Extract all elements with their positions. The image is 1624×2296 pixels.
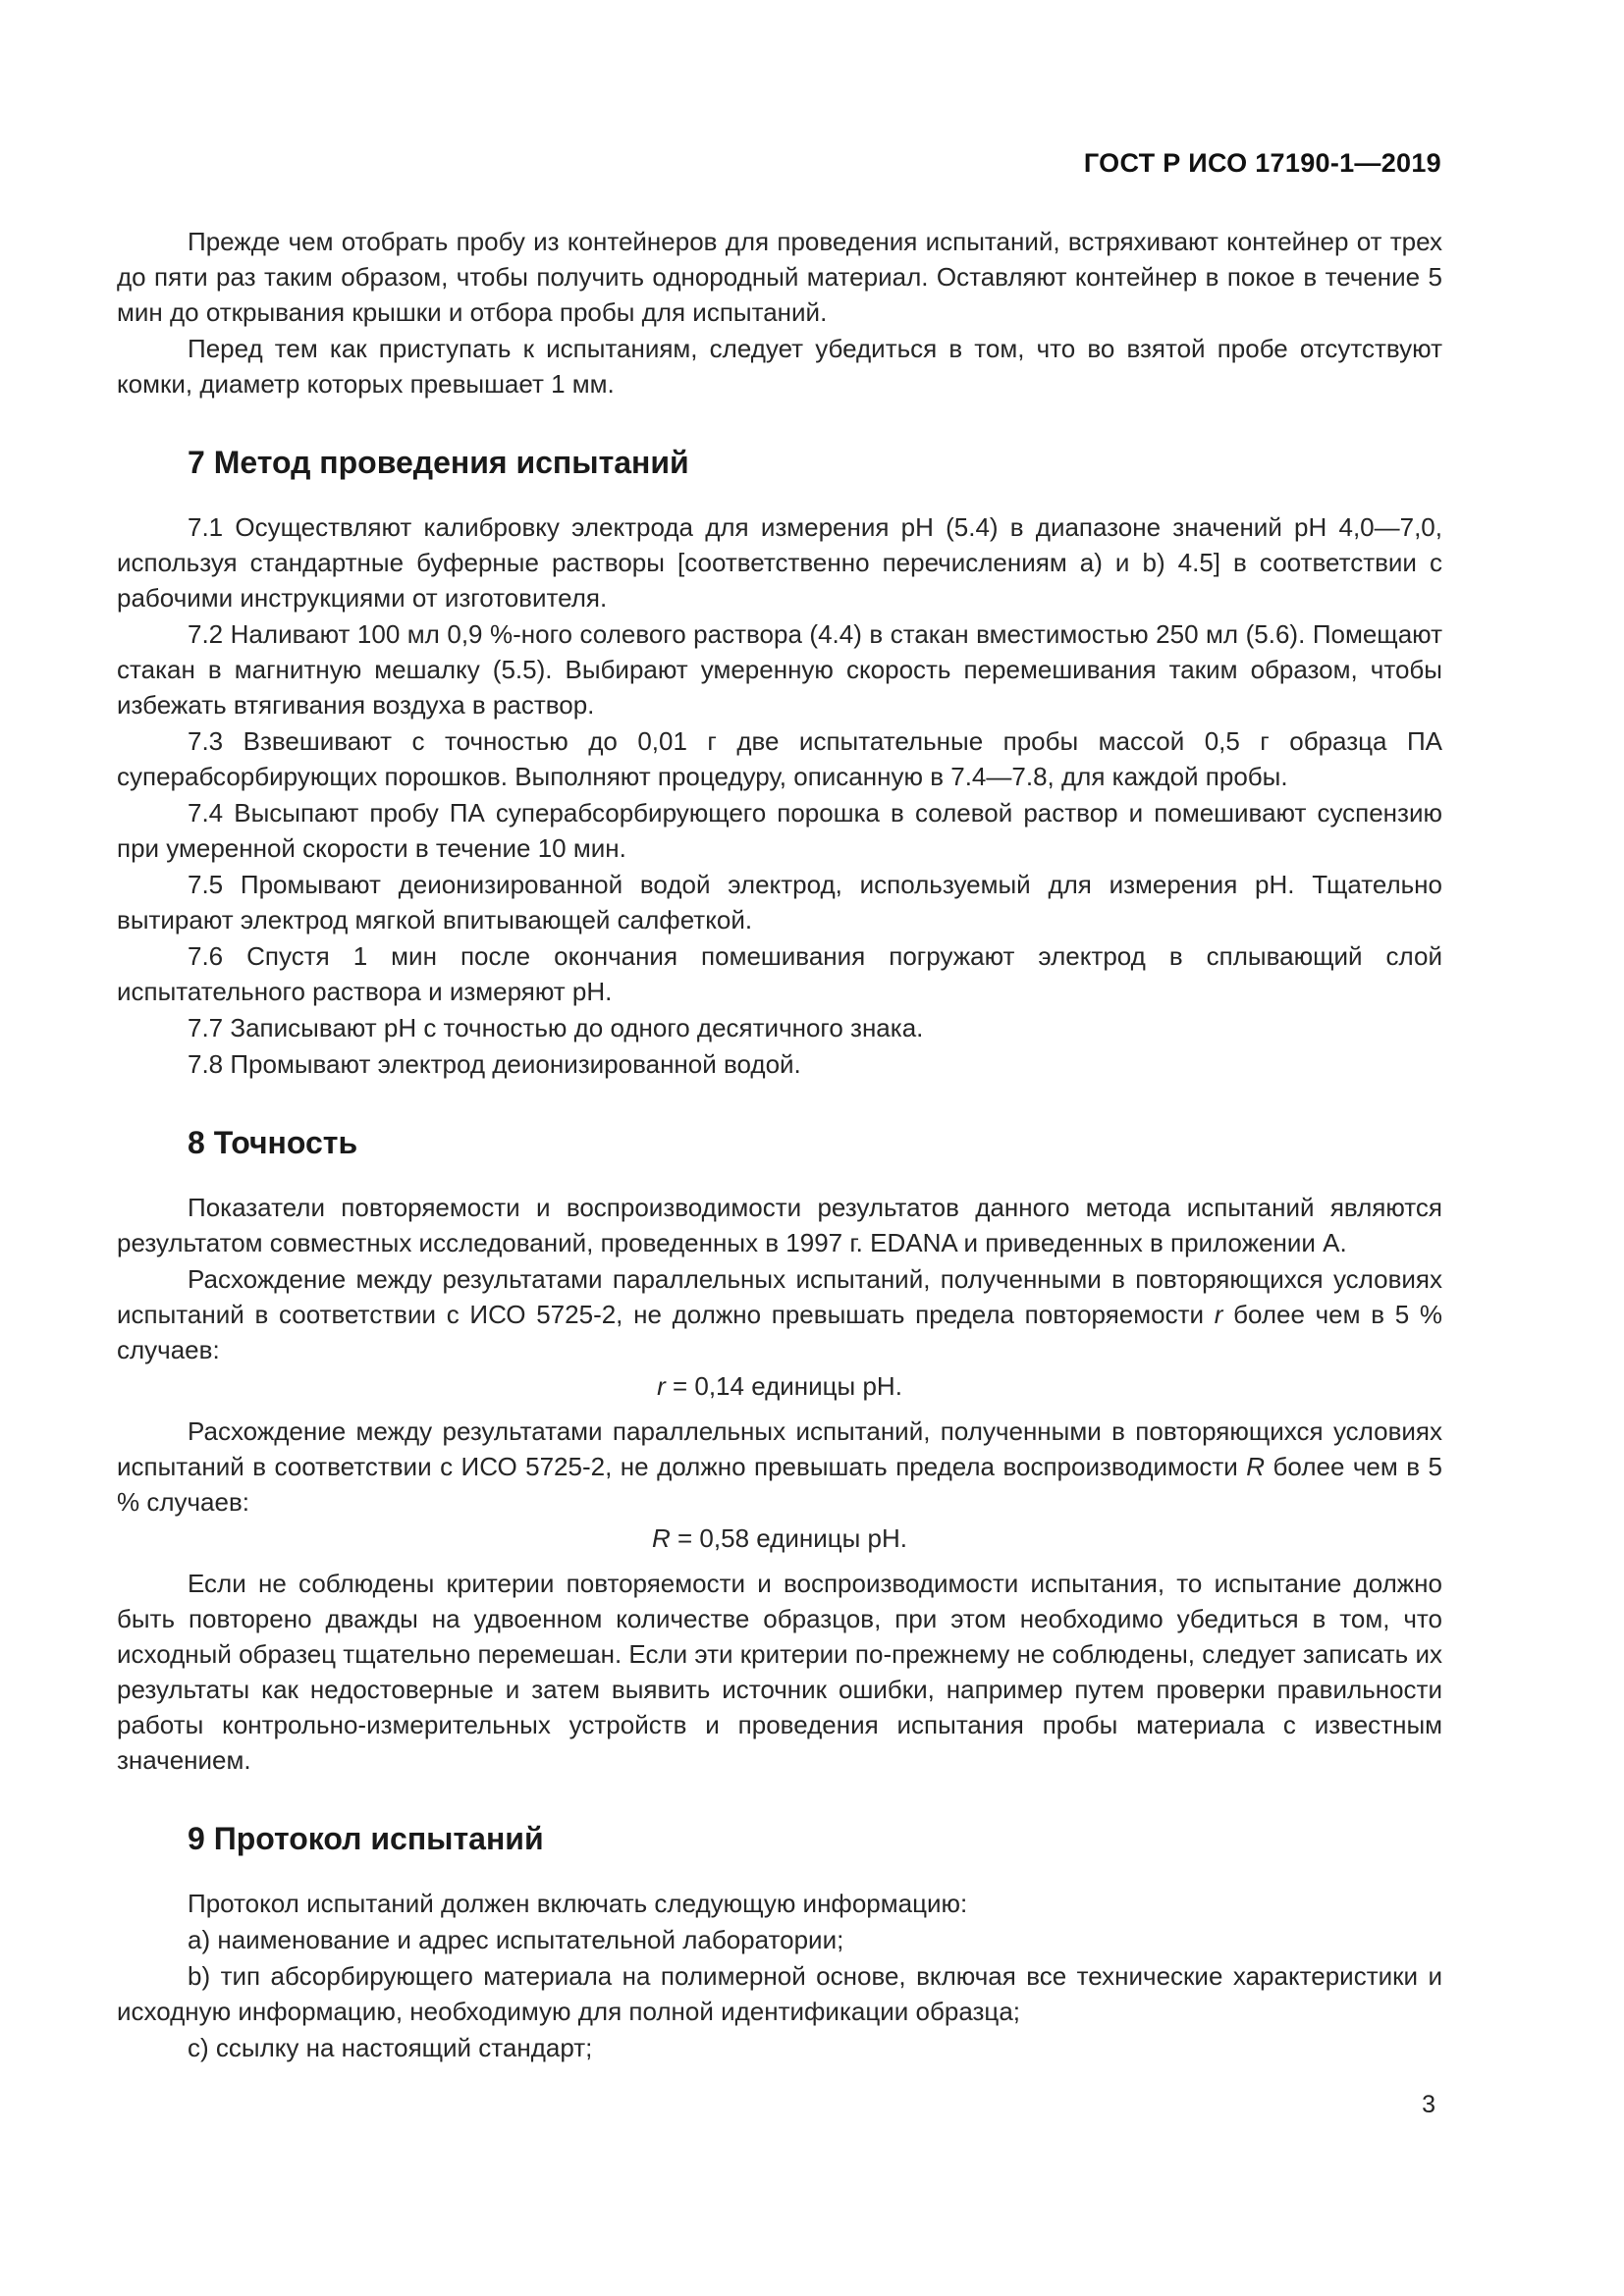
clause-7-4: 7.4 Высыпают пробу ПА суперабсорбирующего порошка в солевой раствор и помешивают суспензию при умеренной скорости в течение 10 мин. (117, 798, 1442, 863)
repeatability-formula-symbol: r (657, 1371, 666, 1401)
clause-7-2: 7.2 Наливают 100 мл 0,9 %-ного солевого раствора (4.4) в стакан вместимостью 250 мл (5.6). Помещают стакан в магнитную мешалку (5.5). Выбирают умеренную скорость перемешивания таким образом, чтобы избежать втягивания воздуха в раствор. (117, 619, 1442, 720)
reproducibility-formula-value: = 0,58 единицы pH. (670, 1523, 907, 1553)
section-7-heading: 7 Метод проведения испытаний (188, 445, 689, 480)
report-item-b: b) тип абсорбирующего материала на полимерной основе, включая все технические характеристики и исходную информацию, необходимую для полной идентификации образца; (117, 1961, 1442, 2026)
reproducibility-symbol: R (1246, 1452, 1266, 1481)
repeatability-formula (117, 1368, 1442, 1404)
precision-paragraph-2-end: более чем в 5 % случаев: (117, 1300, 1442, 1364)
precision-paragraph-2-text: Расхождение между результатами параллельных испытаний, полученными в повторяющихся условиях испытаний в соответствии с ИСО 5725-2, не должно превышать предела повторяемости (117, 1264, 1442, 1329)
clause-7-8: 7.8 Промывают электрод деионизированной водой. (188, 1049, 801, 1079)
precision-paragraph-3-text: Расхождение между результатами параллельных испытаний, полученными в повторяющихся условиях испытаний в соответствии с ИСО 5725-2, не должно превышать предела воспроизводимости (117, 1416, 1442, 1481)
precision-paragraph-3-end: более чем в 5 % случаев: (117, 1452, 1442, 1517)
reproducibility-formula-symbol: R (652, 1523, 671, 1553)
precision-paragraph-1: Показатели повторяемости и воспроизводимости результатов данного метода испытаний являются результатом совместных исследований, проведенных в 1997 г. EDANA и приведенных в приложении А. (117, 1193, 1442, 1257)
precision-paragraph-2 (117, 1261, 1442, 1367)
report-intro: Протокол испытаний должен включать следующую информацию: (188, 1889, 968, 1918)
precision-paragraph-3 (117, 1414, 1442, 1520)
clause-7-3: 7.3 Взвешивают с точностью до 0,01 г две испытательные пробы массой 0,5 г образца ПА суперабсорбирующих порошков. Выполняют процедуру, описанную в 7.4—7.8, для каждой пробы. (117, 726, 1442, 791)
reproducibility-formula (117, 1521, 1442, 1556)
clause-7-5: 7.5 Промывают деионизированной водой электрод, используемый для измерения pH. Тщательно вытирают электрод мягкой впитывающей салфеткой. (117, 870, 1442, 934)
clause-7-7: 7.7 Записывают pH с точностью до одного десятичного знака. (188, 1013, 924, 1042)
repeatability-formula-value: = 0,14 единицы pH. (665, 1371, 902, 1401)
report-item-a: а) наименование и адрес испытательной лаборатории; (188, 1925, 844, 1954)
section-8-heading: 8 Точность (188, 1125, 358, 1160)
document-body (117, 224, 1442, 2065)
clause-7-6: 7.6 Спустя 1 мин после окончания помешивания погружают электрод в сплывающий слой испытательного раствора и измеряют pH. (117, 941, 1442, 1006)
intro-paragraph-2: Перед тем как приступать к испытаниям, следует убедиться в том, что во взятой пробе отсутствуют комки, диаметр которых превышает 1 мм. (117, 334, 1442, 399)
precision-paragraph-4: Если не соблюдены критерии повторяемости и воспроизводимости испытания, то испытание должно быть повторено дважды на удвоенном количестве образцов, при этом необходимо убедиться в том, что исходный образец тщательно перемешан. Если эти критерии по-прежнему не соблюдены, следует записать их результаты как недостоверные и затем выявить источник ошибки, например путем проверки правильности работы контрольно-измерительных устройств и проведения испытания пробы материала с известным значением. (117, 1569, 1442, 1775)
standard-code-header: ГОСТ Р ИСО 17190-1—2019 (1083, 148, 1441, 178)
section-9-heading: 9 Протокол испытаний (188, 1821, 544, 1856)
intro-paragraph-1: Прежде чем отобрать пробу из контейнеров для проведения испытаний, встряхивают контейнер от трех до пяти раз таким образом, чтобы получить однородный материал. Оставляют контейнер в покое в течение 5 мин до открывания крышки и отбора пробы для испытаний. (117, 227, 1442, 327)
report-item-c: с) ссылку на настоящий стандарт; (188, 2033, 593, 2062)
repeatability-symbol: r (1214, 1300, 1223, 1329)
clause-7-1: 7.1 Осуществляют калибровку электрода для измерения pH (5.4) в диапазоне значений pH 4,0—7,0, используя стандартные буферные растворы [соответственно перечислениям а) и b) 4.5] в соответствии с рабочими инструкциями от изготовителя. (117, 512, 1442, 613)
page-number: 3 (1422, 2091, 1435, 2118)
